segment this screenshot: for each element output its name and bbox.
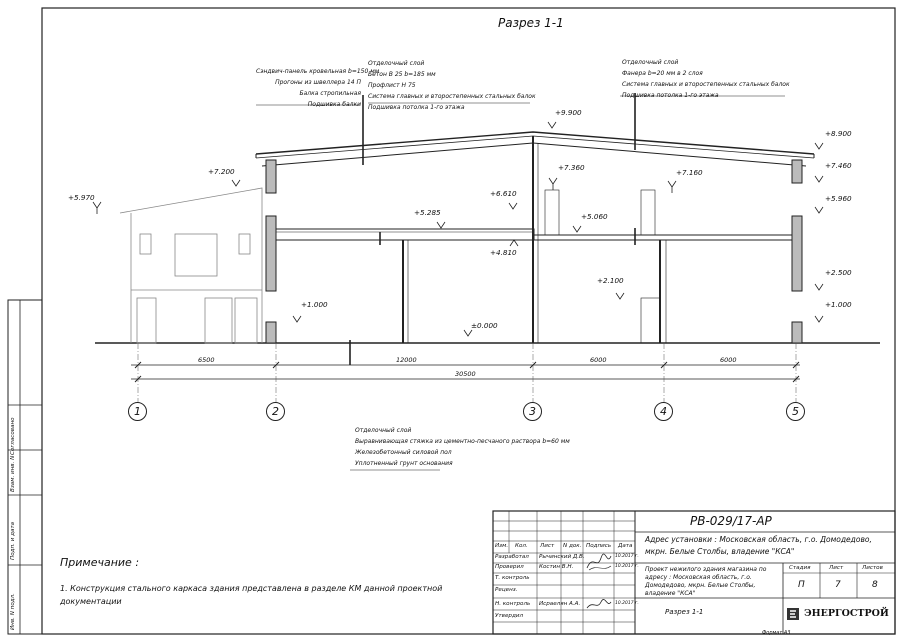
note-line: Подшивка потолка 1-го этажа — [368, 104, 465, 111]
axis-marker: 1 — [128, 402, 147, 421]
document-code: РВ-029/17-АР — [690, 514, 772, 528]
note-line: Сэндвич-панель кровельная b=150 мм — [256, 68, 380, 75]
dimension-label: 12000 — [396, 356, 417, 364]
dimension-total: 30500 — [455, 370, 476, 378]
note-line: Железобетонный силовой пол — [355, 449, 452, 456]
sheets-label: Листов — [862, 565, 883, 571]
level-mark: +7.460 — [825, 161, 852, 170]
company-name: ЭНЕРГОСТРОЙ — [804, 608, 889, 619]
axis-marker: 3 — [523, 402, 542, 421]
tb-name: Рычинский Д.В. — [539, 554, 585, 560]
tb-header: Изм. — [495, 543, 509, 549]
level-mark: +7.360 — [558, 163, 585, 172]
tb-header: Кол. — [515, 543, 528, 549]
level-mark: +5.970 — [68, 193, 95, 202]
note-line: Отделочный слой — [622, 59, 679, 66]
annex — [120, 188, 262, 343]
note-line: Отделочный слой — [368, 60, 425, 67]
company-logo-icon — [787, 608, 799, 620]
format-label: Формат А3 — [762, 630, 791, 636]
dimension-label: 6000 — [720, 356, 737, 364]
roof-note — [256, 66, 380, 110]
note-line: Отделочный слой — [355, 427, 412, 434]
level-mark: ±0.000 — [471, 321, 498, 330]
level-mark: +7.200 — [208, 167, 235, 176]
dimension-label: 6500 — [198, 356, 215, 364]
level-mark: +8.900 — [825, 129, 852, 138]
level-mark: +7.160 — [676, 168, 703, 177]
level-mark: +2.100 — [597, 276, 624, 285]
slab-note — [368, 58, 536, 113]
company-logo — [787, 603, 889, 622]
level-mark: +6.610 — [490, 189, 517, 198]
level-mark: +4.810 — [490, 248, 517, 257]
note-line: Прогоны из швеллера 14 П — [275, 79, 361, 86]
remark-text: 1. Конструкция стального каркаса здания представлена в разделе КМ данной проектной — [60, 584, 443, 593]
tb-role: Утвердил — [495, 613, 524, 619]
plywood-note — [622, 57, 790, 101]
tb-header: N док. — [563, 543, 582, 549]
tb-role: Проверил — [495, 564, 524, 570]
note-line: Подшивка потолка 1-го этажа — [622, 92, 719, 99]
note-line: Бетон B 25 b=185 мм — [368, 71, 436, 78]
level-mark: +5.060 — [581, 212, 608, 221]
project-name: Проект нежилого здания магазина по адресу : Московская область, г.о. Домодедово, мкрн. Белые Столбы, владение "КСА" — [645, 566, 767, 597]
tb-date: 10.2017 г. — [615, 564, 639, 569]
level-mark: +1.000 — [825, 300, 852, 309]
note-line: Система главных и второстепенных стальных балок — [368, 93, 536, 100]
sheets-value: 8 — [872, 580, 878, 590]
note-line: Подшивка балки — [307, 101, 361, 108]
tb-role: Разработал — [495, 554, 529, 560]
side-stamp-inventory: Инв. N подл. — [10, 593, 16, 630]
signature — [585, 598, 613, 612]
level-mark: +5.285 — [414, 208, 441, 217]
side-stamp-agreed: Согласовано — [10, 417, 16, 455]
signature — [585, 550, 613, 574]
level-mark: +2.500 — [825, 268, 852, 277]
tb-name: Исраелян А.А. — [539, 601, 581, 607]
tb-role: Н. контроль — [495, 601, 531, 607]
tb-header: Лист — [540, 543, 555, 549]
axis-marker: 2 — [266, 402, 285, 421]
level-mark: +9.900 — [555, 108, 582, 117]
note-line: Выравнивающая стяжка из цементно-песчаного раствора b=60 мм — [355, 438, 570, 445]
stage-value: П — [798, 580, 805, 590]
dimension-label: 6000 — [590, 356, 607, 364]
tb-date: 10.2017 г. — [615, 601, 639, 606]
level-mark: +5.960 — [825, 194, 852, 203]
remark-title: Примечание : — [60, 556, 140, 569]
note-line: Уплотненный грунт основания — [355, 460, 453, 467]
tb-name: Костин В.Н. — [539, 564, 574, 570]
floor-note — [355, 425, 570, 469]
level-mark: +1.000 — [301, 300, 328, 309]
axis-marker: 5 — [786, 402, 805, 421]
note-line: Балка стропильная — [299, 90, 361, 97]
tb-header: Дата — [618, 543, 633, 549]
tb-role: Реценз. — [495, 587, 518, 593]
section-drawing — [93, 93, 880, 470]
tb-date: 10.2017 г. — [615, 554, 639, 559]
drawing-title: Разрез 1-1 — [498, 16, 564, 30]
note-line: Фанера b=20 мм в 2 слоя — [622, 70, 703, 77]
side-stamp-replace: Взам. инв. N — [10, 455, 16, 492]
note-line: Система главных и второстепенных стальных балок — [622, 81, 790, 88]
sheet-label: Лист — [829, 565, 844, 571]
stage-label: Стадия — [789, 565, 811, 571]
tb-header: Подпись — [586, 543, 612, 549]
remark-text-cont: документации — [60, 597, 122, 606]
note-line: Профлист Н 75 — [368, 82, 416, 89]
side-stamp-signature: Подп. и дата — [10, 521, 16, 560]
sheet-value: 7 — [835, 580, 841, 590]
axis-marker: 4 — [654, 402, 673, 421]
sheet-name: Разрез 1-1 — [665, 608, 704, 616]
tb-role: Т. контроль — [495, 575, 530, 581]
site-address: Адрес установки : Московская область, г.о. Домодедово, мкрн. Белые Столбы, владение "КСА" — [645, 535, 872, 556]
